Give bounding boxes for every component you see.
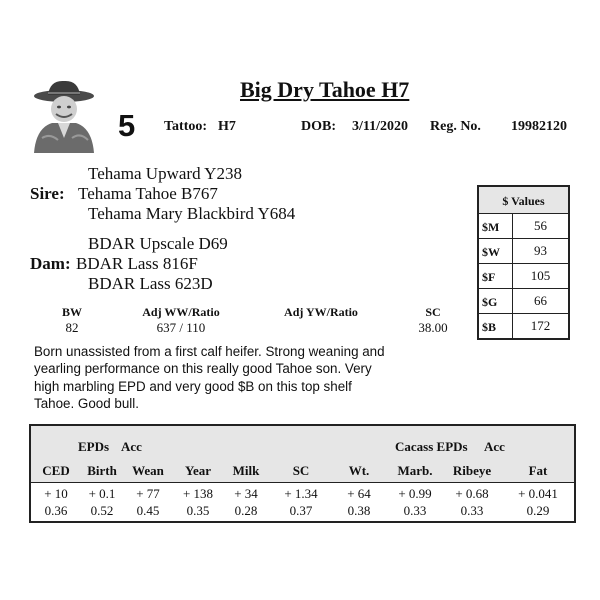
epd-accuracy: 0.29 xyxy=(526,503,550,518)
animal-name: Big Dry Tahoe H7 xyxy=(240,77,410,102)
carcass-group-label: Cacass EPDs xyxy=(395,439,468,454)
epd-value: + 0.99 xyxy=(398,486,432,501)
dollar-value-row xyxy=(479,214,568,239)
epd-value: + 34 xyxy=(234,486,258,501)
dob-label: DOB: xyxy=(301,119,336,134)
epd-accuracy: 0.36 xyxy=(44,503,68,518)
lot-number: 5 xyxy=(118,108,136,143)
sc-label: SC xyxy=(425,305,441,319)
epd-accuracy: 0.33 xyxy=(403,503,427,518)
dam-sire: BDAR Upscale D69 xyxy=(88,234,228,253)
sire-dam: Tehama Mary Blackbird Y684 xyxy=(88,204,296,223)
epd-value: + 64 xyxy=(347,486,371,501)
epd-column-header: Milk xyxy=(232,463,260,478)
epd-value: + 138 xyxy=(182,486,214,501)
dollar-value: 56 xyxy=(534,218,547,233)
epd-value: + 1.34 xyxy=(284,486,318,501)
dollar-value: 66 xyxy=(534,293,547,308)
owner-photo xyxy=(28,78,98,153)
epd-value: + 77 xyxy=(136,486,160,501)
dollar-value-label: $B xyxy=(479,314,513,338)
epd-column-header: Year xyxy=(185,463,211,478)
dollar-value: 172 xyxy=(530,318,551,333)
dollar-value-row xyxy=(479,314,568,338)
sc-value: 38.00 xyxy=(418,320,448,335)
dam-dam: BDAR Lass 623D xyxy=(88,274,213,293)
epd-column-header: SC xyxy=(292,463,310,478)
description: Born unassisted from a first calf heifer. Strong weaning and yearling performance on this really good Tahoe son. Very high marbling EPD and very good $B on this top shelf Tahoe. Good bull. xyxy=(34,344,385,412)
epd-accuracy: 0.37 xyxy=(289,503,313,518)
epd-column-header: Ribeye xyxy=(452,463,492,478)
dollar-value: 105 xyxy=(530,268,551,283)
epd-column-header: Wean xyxy=(132,463,164,478)
epd-column-header: Birth xyxy=(87,463,117,478)
sire-name: Tehama Tahoe B767 xyxy=(78,184,218,203)
tattoo-value: H7 xyxy=(218,119,236,134)
dollar-value-label: $G xyxy=(479,289,513,313)
tattoo-label: Tattoo: xyxy=(164,119,208,134)
dollar-value: 93 xyxy=(534,243,547,258)
dollar-values-title: $ Values xyxy=(479,187,568,214)
epd-accuracy: 0.35 xyxy=(186,503,210,518)
dob-value: 3/11/2020 xyxy=(352,119,409,134)
epd-value: + 0.1 xyxy=(88,486,116,501)
epd-value: + 0.68 xyxy=(455,486,489,501)
dam-name: BDAR Lass 816F xyxy=(76,254,198,273)
epd-accuracy: 0.45 xyxy=(136,503,160,518)
yw-label: Adj YW/Ratio xyxy=(284,305,358,319)
dollar-value-row xyxy=(479,264,568,289)
epd-column-header: CED xyxy=(42,463,70,478)
reg-label: Reg. No. xyxy=(430,119,481,134)
ww-label: Adj WW/Ratio xyxy=(142,305,220,319)
bw-label: BW xyxy=(61,305,82,319)
sire-sire: Tehama Upward Y238 xyxy=(88,164,242,183)
epd-accuracy: 0.38 xyxy=(347,503,371,518)
epd-group-label: EPDs xyxy=(78,439,110,454)
epd-column-header: Marb. xyxy=(397,463,433,478)
dollar-value-label: $F xyxy=(479,264,513,288)
dollar-values-table xyxy=(477,185,570,340)
bw-value: 82 xyxy=(65,320,79,335)
reg-value: 19982120 xyxy=(511,119,567,134)
epd-accuracy: 0.28 xyxy=(234,503,258,518)
dollar-value-label: $M xyxy=(479,214,513,238)
epd-value: + 0.041 xyxy=(518,486,558,501)
epd-table xyxy=(29,424,576,523)
sire-label: Sire: xyxy=(30,184,65,203)
epd-column-header: Fat xyxy=(528,463,548,478)
dollar-value-row xyxy=(479,239,568,264)
carcass-acc-label: Acc xyxy=(484,439,505,454)
epd-value: + 10 xyxy=(44,486,68,501)
ww-value: 637 / 110 xyxy=(156,320,206,335)
dam-label: Dam: xyxy=(30,254,71,273)
dollar-value-label: $W xyxy=(479,239,513,263)
dollar-value-row xyxy=(479,289,568,314)
epd-accuracy: 0.52 xyxy=(90,503,114,518)
epd-column-header: Wt. xyxy=(348,463,370,478)
epd-acc-label: Acc xyxy=(121,439,142,454)
epd-accuracy: 0.33 xyxy=(460,503,484,518)
